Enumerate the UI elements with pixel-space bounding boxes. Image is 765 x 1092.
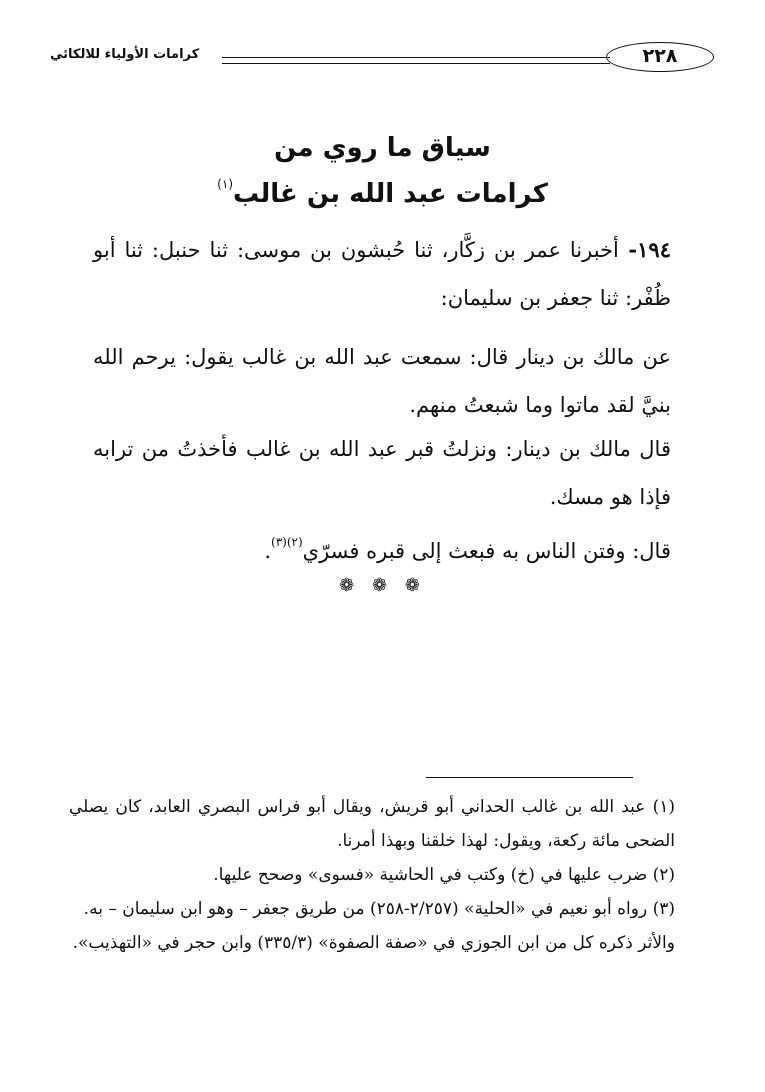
- paragraph-3: [93, 425, 671, 521]
- heading-line2-text: كرامات عبد الله بن غالب: [233, 179, 548, 209]
- paragraph-1-text: أخبرنا عمر بن زكَّار، ثنا حُبشون بن موسى: ثنا حنبل: ثنا أبو ظُفْر: ثنا جعفر بن سليمان:: [93, 238, 671, 310]
- footnote-3: (٣) رواه أبو نعيم في «الحلية» (٢/٢٥٧-٢٥٨) من طريق جعفر – وهو ابن سليمان – به.: [83, 899, 675, 919]
- page-header: [50, 38, 680, 78]
- running-title: كرامات الأولياء للالكائي: [50, 47, 200, 62]
- footnote-rule: [426, 777, 633, 778]
- footnote-1: (١) عبد الله بن غالب الحداني أبو قريش، ويقال أبو فراس البصري العابد، كان يصلي الضحى مائة ركعة، ويقول: لهذا خلقنا وبهذا أمرنا.: [69, 797, 675, 851]
- paragraph-2: [93, 333, 671, 429]
- ornament-separator: ❁ ❁ ❁: [339, 575, 426, 596]
- footnote-2: (٢) ضرب عليها في (خ) وكتب في الحاشية «فسوى» وصحح عليها.: [213, 865, 675, 885]
- paragraph-1: [93, 226, 671, 322]
- paragraph-4: [93, 518, 671, 575]
- section-heading-line2: [0, 177, 765, 209]
- paragraph-2-text: عن مالك بن دينار قال: سمعت عبد الله بن غالب يقول: يرحم الله بنيَّ لقد ماتوا وما شبعتُ منهم.: [93, 345, 671, 417]
- footnotes: [69, 790, 675, 960]
- heading-footnote-ref: (١): [217, 177, 233, 191]
- header-rule: [222, 57, 610, 64]
- section-heading-line1: [0, 133, 765, 163]
- paragraph-3-text: قال مالك بن دينار: ونزلتُ قبر عبد الله بن غالب فأخذتُ من ترابه فإذا هو مسك.: [93, 437, 671, 509]
- page-number: ٢٢٨: [606, 42, 714, 72]
- hadith-number: ١٩٤-: [618, 237, 671, 262]
- footnote-4: والأثر ذكره كل من ابن الجوزي في «صفة الصفوة» (٣٣٥/٣) وابن حجر في «التهذيب».: [72, 933, 675, 953]
- paragraph-4-end: .: [264, 539, 271, 563]
- paragraph-4-footnote-refs: (٢)(٣): [271, 535, 303, 549]
- paragraph-4-text: قال: وفتن الناس به فبعث إلى قبره فسرّي: [302, 539, 671, 563]
- heading-line1-text: سياق ما روي من: [274, 133, 491, 163]
